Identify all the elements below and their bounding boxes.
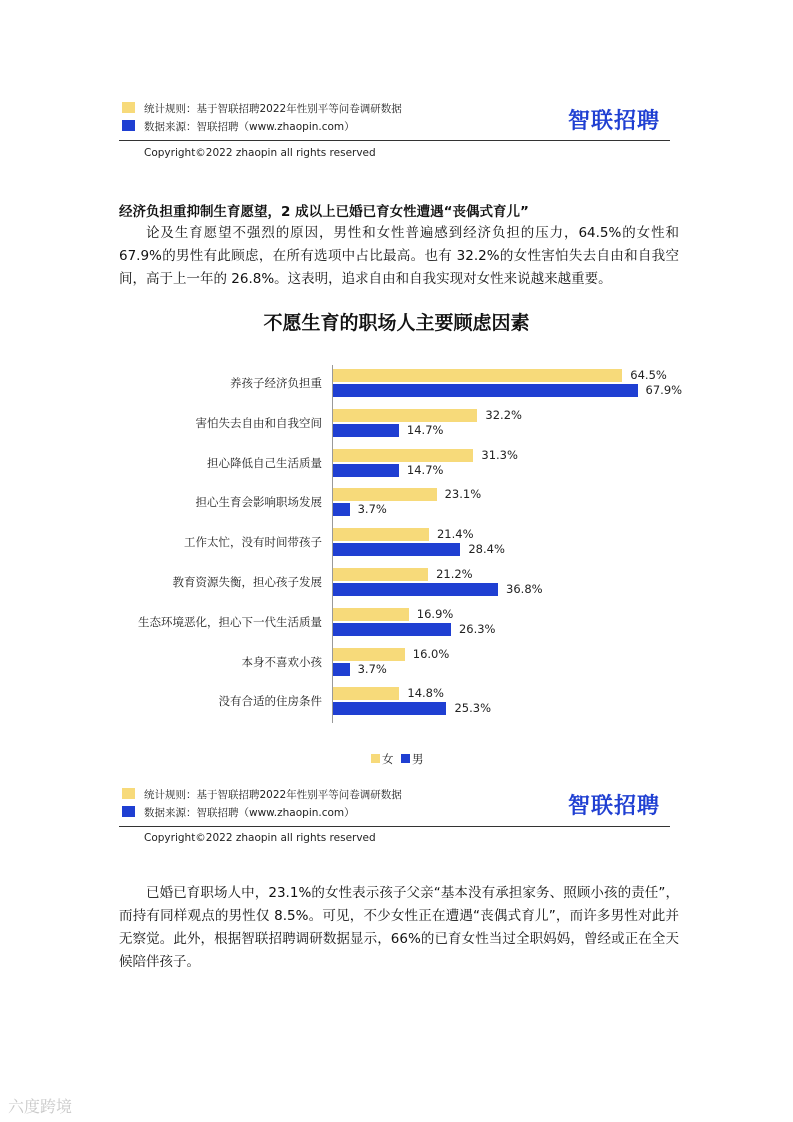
legend-swatch-female — [371, 754, 380, 763]
header-divider — [119, 140, 670, 141]
legend-label-female: 女 — [382, 752, 394, 766]
bar-female — [333, 648, 405, 661]
value-label-female: 31.3% — [481, 447, 518, 462]
value-label-female: 64.5% — [630, 368, 667, 382]
category-label: 本身不喜欢小孩 — [241, 654, 322, 669]
category-label: 工作太忙，没有时间带孩子 — [184, 535, 322, 550]
value-label-male: 14.7% — [406, 462, 444, 477]
value-label-male: 36.8% — [506, 582, 543, 596]
legend-label-male: 男 — [412, 752, 424, 766]
category-label: 没有合适的住房条件 — [218, 694, 322, 709]
value-label-female: 21.4% — [436, 527, 474, 542]
bar-female — [333, 608, 409, 621]
bar-male — [333, 583, 498, 596]
category-label: 担心降低自己生活质量 — [207, 455, 322, 470]
value-label-male: 25.3% — [454, 701, 492, 716]
closing-paragraph: 已婚已育职场人中，23.1%的女性表示孩子父亲“基本没有承担家务、照顾小孩的责任”，而持有同样观点的男性仅 8.5%。可见，不少女性正在遭遇“丧偶式育儿”，而许多男性对此并无察觉。此外，根据智联招聘调研数据显示，66%的已育女性当过全职妈妈，曾经或正在全天候陪伴孩子。 — [119, 885, 679, 970]
bar-female — [333, 409, 477, 422]
y-axis-line — [332, 365, 333, 723]
bar-male — [333, 623, 451, 636]
bar-female — [333, 488, 437, 501]
copyright-text-2: Copyright©2022 zhaopin all rights reserved — [144, 832, 376, 844]
data-source-text-2: 数据来源：智联招聘（www.zhaopin.com） — [144, 807, 355, 819]
category-label: 担心生育会影响职场发展 — [195, 495, 322, 510]
value-label-male: 67.9% — [645, 383, 683, 397]
watermark: 六度跨境 — [8, 1097, 73, 1116]
section-paragraph: 论及生育愿望不强烈的原因，男性和女性普遍感到经济负担的压力，64.5%的女性和 67.9%的男性有此顾虑，在所有选项中占比最高。也有 32.2%的女性害怕失去自由和自我空间，高于上一年的 26.8%。这表明，追求自由和自我实现对女性来说越来越重要。 — [119, 225, 679, 287]
zhaopin-logo-2: 智联招聘 — [568, 794, 661, 819]
value-label-female: 16.0% — [412, 646, 450, 661]
value-label-female: 14.8% — [407, 686, 444, 701]
value-label-female: 16.9% — [416, 606, 454, 621]
chart-title: 不愿生育的职场人主要顾虑因素 — [263, 312, 530, 334]
bar-male — [333, 464, 399, 477]
bar-male — [333, 424, 399, 437]
value-label-male: 28.4% — [468, 542, 505, 557]
bar-male — [333, 503, 350, 516]
value-label-male: 3.7% — [357, 502, 387, 517]
bar-male — [333, 543, 460, 556]
stat-rule-text: 统计规则：基于智联招聘2022年性别平等问卷调研数据 — [144, 103, 402, 115]
header-divider-2 — [119, 826, 670, 827]
value-label-female: 21.2% — [436, 567, 473, 581]
bar-female — [333, 449, 473, 462]
stat-rule-text-2: 统计规则：基于智联招聘2022年性别平等问卷调研数据 — [144, 789, 402, 801]
bar-female — [333, 568, 428, 581]
value-label-male: 26.3% — [458, 621, 496, 636]
source-legend-square-blue-2 — [122, 806, 135, 817]
value-label-male: 3.7% — [357, 661, 387, 676]
bar-female — [333, 528, 429, 541]
rule-legend-square-yellow — [122, 102, 135, 113]
category-label: 教育资源失衡，担心孩子发展 — [172, 575, 322, 589]
value-label-female: 23.1% — [444, 487, 482, 502]
bar-female — [333, 369, 622, 382]
bar-female — [333, 687, 399, 700]
data-source-text: 数据来源：智联招聘（www.zhaopin.com） — [144, 121, 355, 133]
rule-legend-square-yellow-2 — [122, 788, 135, 799]
category-label: 生态环境恶化，担心下一代生活质量 — [138, 614, 322, 629]
bar-male — [333, 384, 638, 397]
bar-male — [333, 663, 350, 676]
value-label-male: 14.7% — [406, 422, 444, 437]
legend-swatch-male — [401, 754, 410, 763]
category-label: 害怕失去自由和自我空间 — [195, 415, 322, 430]
bar-male — [333, 702, 446, 715]
copyright-text: Copyright©2022 zhaopin all rights reserved — [144, 147, 376, 159]
category-label: 养孩子经济负担重 — [230, 376, 322, 390]
zhaopin-logo: 智联招聘 — [568, 109, 661, 134]
section-heading: 经济负担重抑制生育愿望，2 成以上已婚已育女性遭遇“丧偶式育儿” — [119, 204, 529, 220]
value-label-female: 32.2% — [485, 407, 522, 422]
source-legend-square-blue — [122, 120, 135, 131]
